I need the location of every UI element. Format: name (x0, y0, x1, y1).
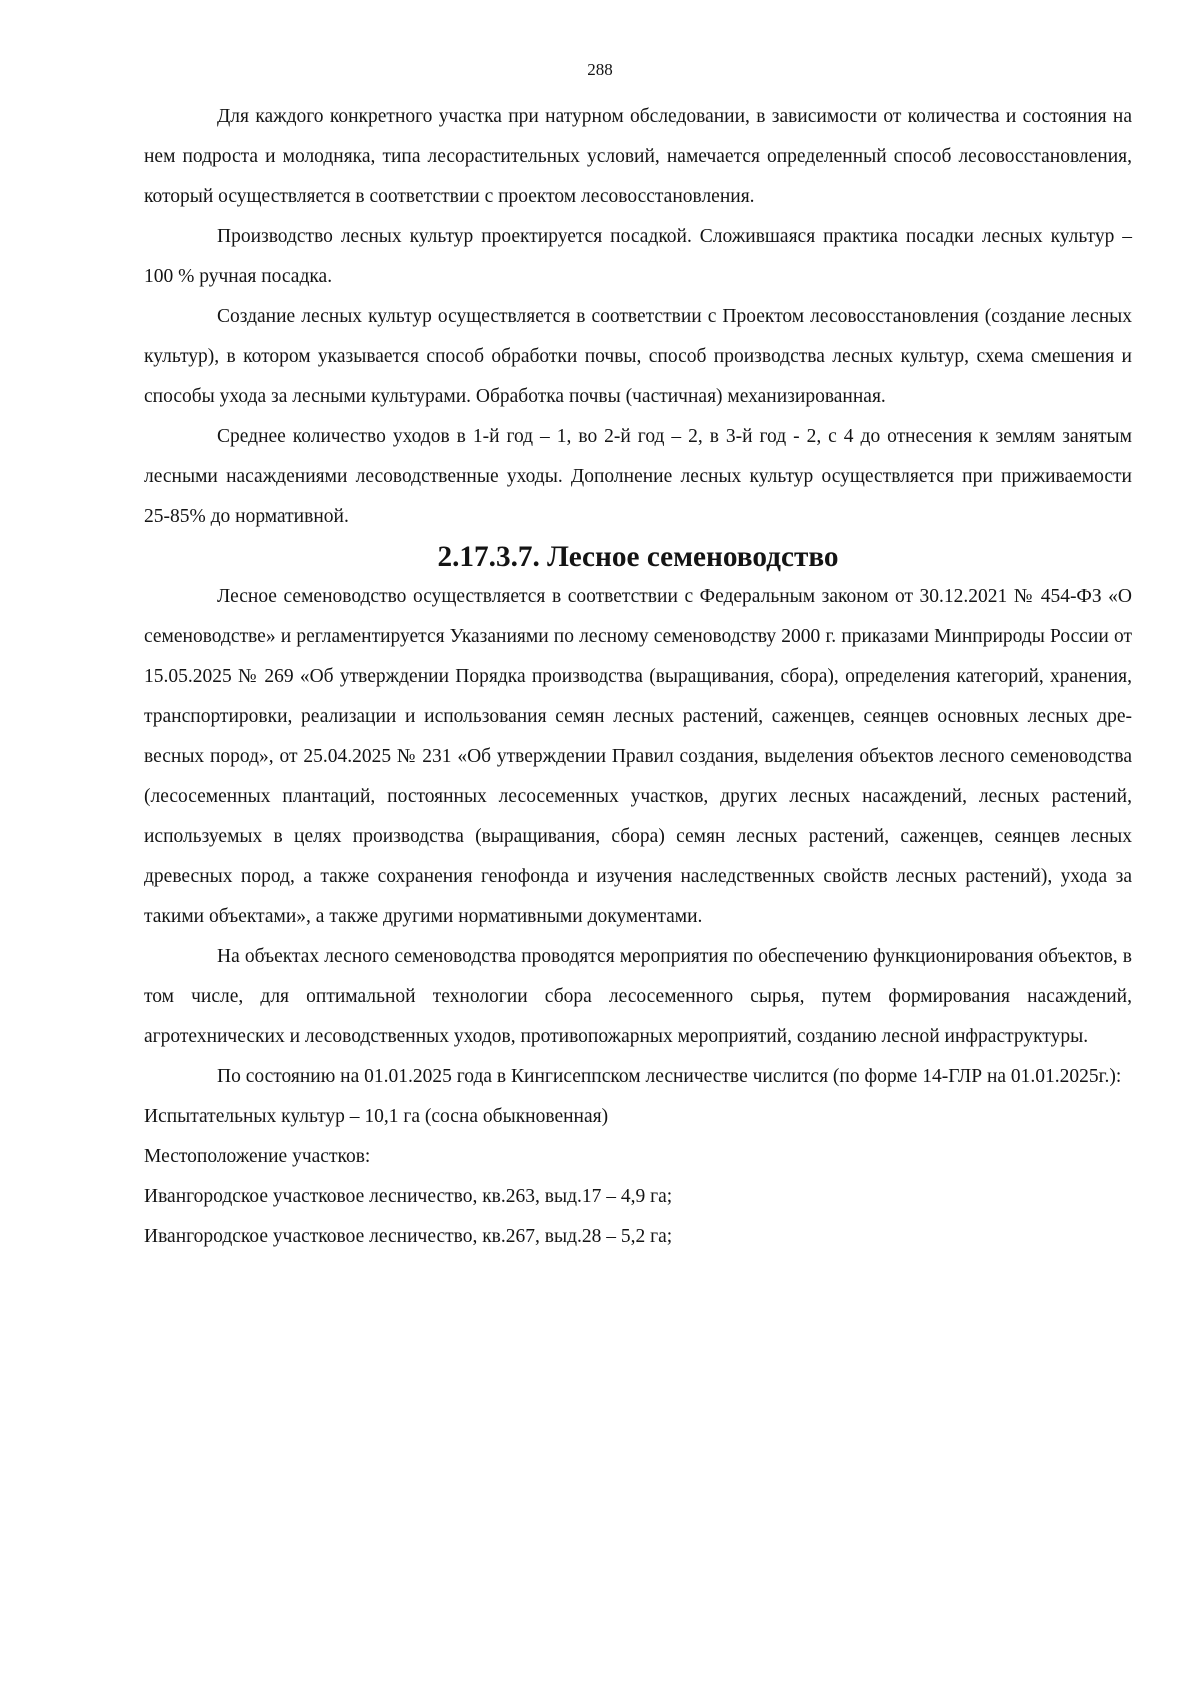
line-site-location-2: Ивангородское участковое лесничество, кв.267, выд.28 – 5,2 га; (144, 1226, 673, 1247)
paragraph-site-survey: Для каждого конкретного участка при натурном обследовании, в зависимости от количества и состояния на нем подроста и молодняка, типа лесорастительных условий, намечается определенный способ лесовосстановления, который осуществляется в соответствии с проектом лесовосстановления. (144, 106, 1132, 207)
line-site-locations-label: Местоположение участков: (144, 1146, 371, 1167)
paragraph-status-as-of-date: По состоянию на 01.01.2025 года в Кингисеппском лесничестве числится (по форме 14-ГЛР на 01.01.2025г.): (217, 1066, 1122, 1087)
page-content (144, 97, 1132, 1257)
section-heading: 2.17.3.7. Лесное семеноводство (437, 541, 839, 573)
paragraph-planting-method: Производство лесных культур проектируется посадкой. Сложившаяся практика посадки лесных культур – 100 % ручная посадка. (144, 226, 1132, 287)
paragraph-seed-objects-measures: На объектах лесного семеноводства проводятся мероприятия по обеспечению функционирования объектов, в том числе, для оптимальной технологии сбора лесосеменного сырья, путем формирования насаждений, агротехнических и лесоводственных уходов, противопожарных мероприятий, созданию лесной инфраструктуры. (144, 946, 1132, 1047)
line-test-cultures: Испытательных культур – 10,1 га (сосна обыкновенная) (144, 1106, 609, 1127)
paragraph-seed-production-law: Лесное семеноводство осуществляется в соответствии с Федеральным законом от 30.12.2021 № 454-ФЗ «О семеноводстве» и регламентируется Указаниями по лесному семеноводству 2000 г. приказами Минприроды России от 15.05.2025 № 269 «Об утверждении Порядка производства (выращивания, сбора), определения категорий, хранения, транспортировки, реализации и использования семян лесных растений, саженцев, сеянцев основных лесных древесных пород», от 25.04.2025 № 231 «Об утверждении Правил создания, выделения объектов лесного семеноводства (лесосеменных плантаций, постоянных лесосеменных участков, других лесных насаждений, лесных растений, используемых в целях производства (выращивания, сбора) семян лесных растений, саженцев, сеянцев лесных древесных пород, а также сохранения генофонда и изучения наследственных свойств лесных растений), ухода за такими объектами», а также другими нормативными документами. (144, 586, 1132, 927)
page-number: 288 (587, 60, 613, 79)
line-site-location-1: Ивангородское участковое лесничество, кв.263, выд.17 – 4,9 га; (144, 1186, 673, 1207)
paragraph-forest-culture-creation: Создание лесных культур осуществляется в соответствии с Проектом лесовосстановления (создание лесных культур), в котором указывается способ обработки почвы, способ производства лесных культур, схема смешения и способы ухода за лесными культурами. Обработка почвы (частичная) механизированная. (144, 306, 1132, 407)
paragraph-care-frequency: Среднее количество уходов в 1-й год – 1, во 2-й год – 2, в 3-й год - 2, с 4 до отнесения к землям занятым лесными насаждениями лесоводственные уходы. Дополнение лесных культур осуществляется при приживаемости 25-85% до нормативной. (144, 426, 1132, 527)
